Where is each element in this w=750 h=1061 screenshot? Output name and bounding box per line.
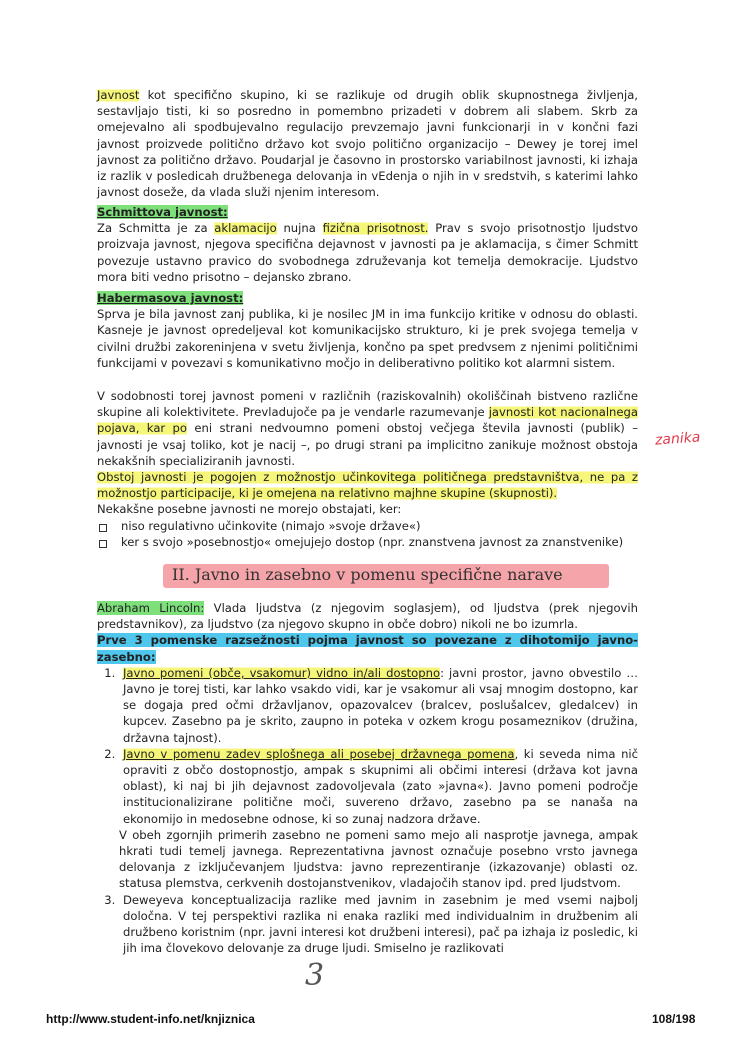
section-heading: Schmittova javnost:: [97, 205, 228, 219]
highlight: Javno v pomenu zadev splošnega ali posebej državnega pomena: [123, 746, 515, 761]
list-item: ker s svojo »posebnostjo« omejujejo dostop (npr. znanstvena javnost za znanstvenike): [97, 534, 638, 550]
numbered-list: [73, 665, 638, 827]
list-item: [119, 665, 638, 746]
highlight: Prve 3 pomenske razsežnosti pojma javnost so povezane z dihotomijo javno-zasebno:: [97, 633, 638, 664]
highlight: javnosti kot nacionalnega pojava, kar po: [97, 405, 638, 436]
handwritten-page-number: 3: [305, 958, 325, 993]
text: V obeh zgornjih primerih zasebno ne pomeni samo mejo ali nasprotje javnega, ampak hkrati tudi temelj javnega. Reprezentativna javnost označuje posebno vrsto javnega delovanja z izključevanjem ljudstva: javno reprezentiranje (izkazovanje) oblasti oz. statusa plemstva, cerkvenih dostojanstvenikov, vladajočih stanov ipd. pred ljudstvom.: [119, 827, 638, 891]
text: V sodobnosti torej javnost pomeni v različnih (raziskovalnih) okoliščinah bistveno različne skupine ali kolektivitete. Prevladujoče pa je vendarle razumevanje: [97, 389, 638, 420]
text: Za Schmitta je za: [97, 221, 215, 236]
highlight: Javno pomeni (obče, vsakomur) vidno in/ali dostopno: [123, 665, 441, 680]
text: : javni prostor, javno obvestilo … Javno je torej tisti, kar lahko vsakdo vidi, kar je vsakomur ali vsaj mnogim dostopno, kar se dogaja pred očmi državljanov, opazovalcev (bralcev, poslušalcev, gledalcev) in kupcev. Zasebno pa je skrito, zaupno in poteka v ozkem krogu posameznikov (družina, državna tajnost).: [123, 665, 638, 745]
highlight: fizična prisotnost.: [322, 221, 429, 236]
section-schmitt: [97, 204, 638, 285]
text: Prav s svojo prisotnostjo ljudstvo proizvaja javnost, njegova specifična dejavnost v javnosti pa je aklamacija, s čimer Schmitt povezuje ustavno pravico do svobodnega združevanja kot temelja demokracije. Ljudstvo mora biti vedno prisotno – dejansko zbrano.: [97, 221, 639, 284]
footer-page-count: 108/198: [652, 1012, 696, 1026]
highlight: Abraham Lincoln:: [97, 601, 205, 615]
text: Vlada ljudstva (z njegovim soglasjem), od ljudstva (prek njegovih predstavnikov), za ljudstvo (za njegovo skupno in obče dobro) nikoli ne bo izumrla.: [97, 601, 638, 632]
text: eni strani nedvoumno pomeni obstoj večjega števila javnosti (publik) – javnosti je vsaj toliko, kot je nacij –, po drugi strani pa implicitno zanikuje možnost obstoja nekakšnih specializiranih javnosti.: [97, 421, 638, 468]
highlight: Obstoj javnosti je pogojen z možnostjo učinkovitega političnega predstavništva, ne pa z možnostjo participacije, ki je omejena na relativno majhne skupine (skupnosti).: [97, 470, 638, 501]
text: , ki seveda nima nič opraviti z občo dostopnostjo, ampak s skupnimi ali občimi interesi (država kot javna oblast), ki naj bi jih dejavnost zadovoljevala (zato »javna«). Javno pomeni področje institucionalizirane politične moči, suvereno državo, zasebno pa se nanaša na ekonomijo in medosebne odnose, ki so zunaj nadzora države.: [123, 746, 639, 826]
footer-url[interactable]: http://www.student-info.net/knjiznica: [46, 1012, 255, 1026]
list-item: [119, 892, 638, 957]
section-habermas: [97, 290, 638, 371]
list-item: [119, 746, 638, 827]
handwritten-note: zanika: [654, 429, 701, 449]
section-public-private: [97, 600, 638, 956]
highlight: Javnost: [97, 88, 140, 102]
paragraph-dewey: [97, 87, 638, 200]
highlight: aklamacijo: [214, 221, 277, 236]
section-modern: [97, 388, 638, 550]
text: Deweyeva konceptualizacija razlike med javnim in zasebnim je med vsemi najbolj določna. V tej perspektivi razlika ni enaka razliki med individualnim in družbenim ali družbeno koristnim (npr. javni interesi kot družbeni interesi), pač pa izhaja iz posledic, ki jih ima človekovo delovanje za druge ljudi. Smiselno je razlikovati: [123, 892, 638, 956]
section-heading: Habermasova javnost:: [97, 291, 244, 305]
list-item: niso regulativno učinkovite (nimajo »svoje države«): [97, 518, 638, 534]
numbered-list: [73, 892, 638, 957]
text: Sprva je bila javnost zanj publika, ki je nosilec JM in ima funkcijo kritike v odnosu do oblasti. Kasneje je javnost opredeljeval kot komunikacijsko strukturo, ki je prek svojega temelja v civilni družbi zakoreninjena v svetu življenja, končno pa spet predvsem z njenimi političnimi funkcijami v povezavi s komunikativno močjo in deliberativno politiko kot alarmni sistem.: [97, 307, 638, 370]
text: kot specifično skupino, ki se razlikuje od drugih oblik skupnostnega življenja, sestavljajo tisti, ki so posredno in pomembno prizadeti v dobrem ali slabem. Skrb za omejevalno ali spodbujevalno regulacijo prevzemajo javni funkcionarji in v končni fazi javnost proizvede politično državo kot svojo politično organizacijo – Dewey je torej imel javnost za politično državo. Poudarjal je časovno in prostorsko variabilnost javnosti, ki izhaja iz razlik v posledicah družbenega delovanja in vEdenja o njih in v sredstvih, s katerimi lahko javnost doseže, da vlada služi njenim interesom.: [97, 88, 638, 200]
text: nujna: [276, 221, 323, 236]
bullet-list: [97, 518, 638, 550]
chapter-title: II. Javno in zasebno v pomenu specifične narave: [172, 565, 563, 584]
text: Nekakšne posebne javnosti ne morejo obstajati, ker:: [97, 502, 402, 517]
